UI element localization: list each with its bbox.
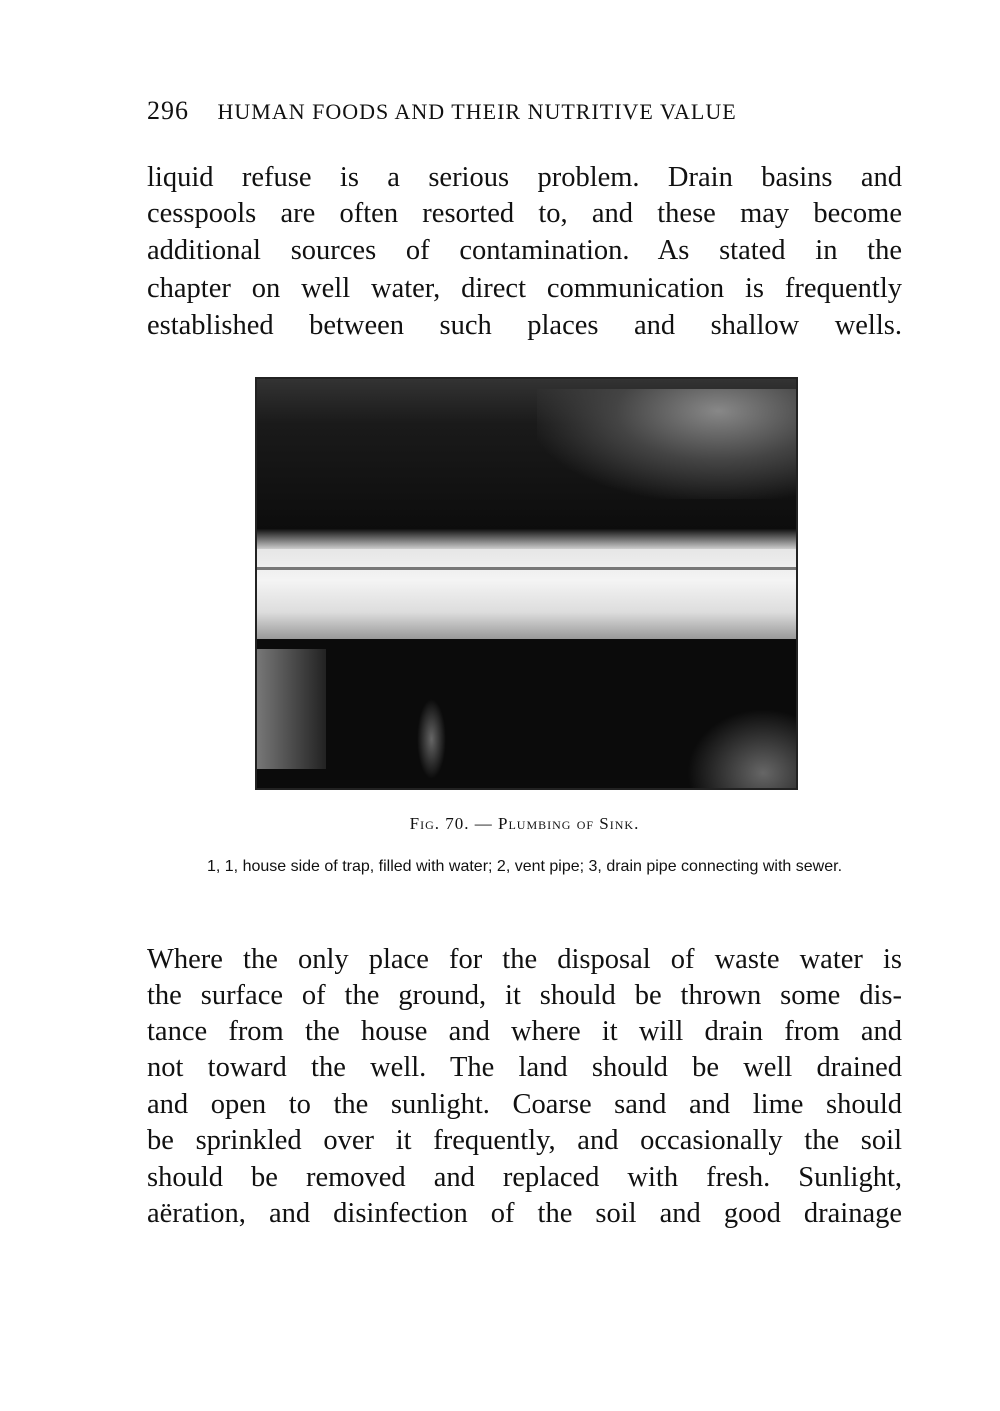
text-line: chapter on well water, direct communication is frequently xyxy=(147,273,902,304)
running-header xyxy=(147,96,907,126)
text-line: additional sources of contamination. As stated in the xyxy=(147,235,902,266)
running-title: HUMAN FOODS AND THEIR NUTRITIVE VALUE xyxy=(217,99,737,124)
page-number: 296 xyxy=(147,96,189,125)
text-line: be sprinkled over it frequently, and occasionally the soil xyxy=(147,1125,902,1156)
text-line: tance from the house and where it will drain from and xyxy=(147,1016,902,1047)
text-line: not toward the well. The land should be well drained xyxy=(147,1052,902,1083)
text-line: cesspools are often resorted to, and these may become xyxy=(147,198,902,229)
text-line: and open to the sunlight. Coarse sand and lime should xyxy=(147,1089,902,1120)
text-line: liquid refuse is a serious problem. Drain basins and xyxy=(147,162,902,193)
text-line: should be removed and replaced with fresh. Sunlight, xyxy=(147,1162,902,1193)
text-line: established between such places and shallow wells. xyxy=(147,310,902,341)
text-line: Where the only place for the disposal of waste water is xyxy=(147,944,902,975)
figure-title: Fig. 70. — Plumbing of Sink. xyxy=(409,814,640,833)
text-line: the surface of the ground, it should be thrown some dis- xyxy=(147,980,902,1011)
figure-caption: 1, 1, house side of trap, filled with water; 2, vent pipe; 3, drain pipe connecting with sewer. xyxy=(206,858,843,875)
text-line: aëration, and disinfection of the soil and good drainage xyxy=(147,1198,902,1229)
figure-plumbing-photo xyxy=(255,377,798,790)
